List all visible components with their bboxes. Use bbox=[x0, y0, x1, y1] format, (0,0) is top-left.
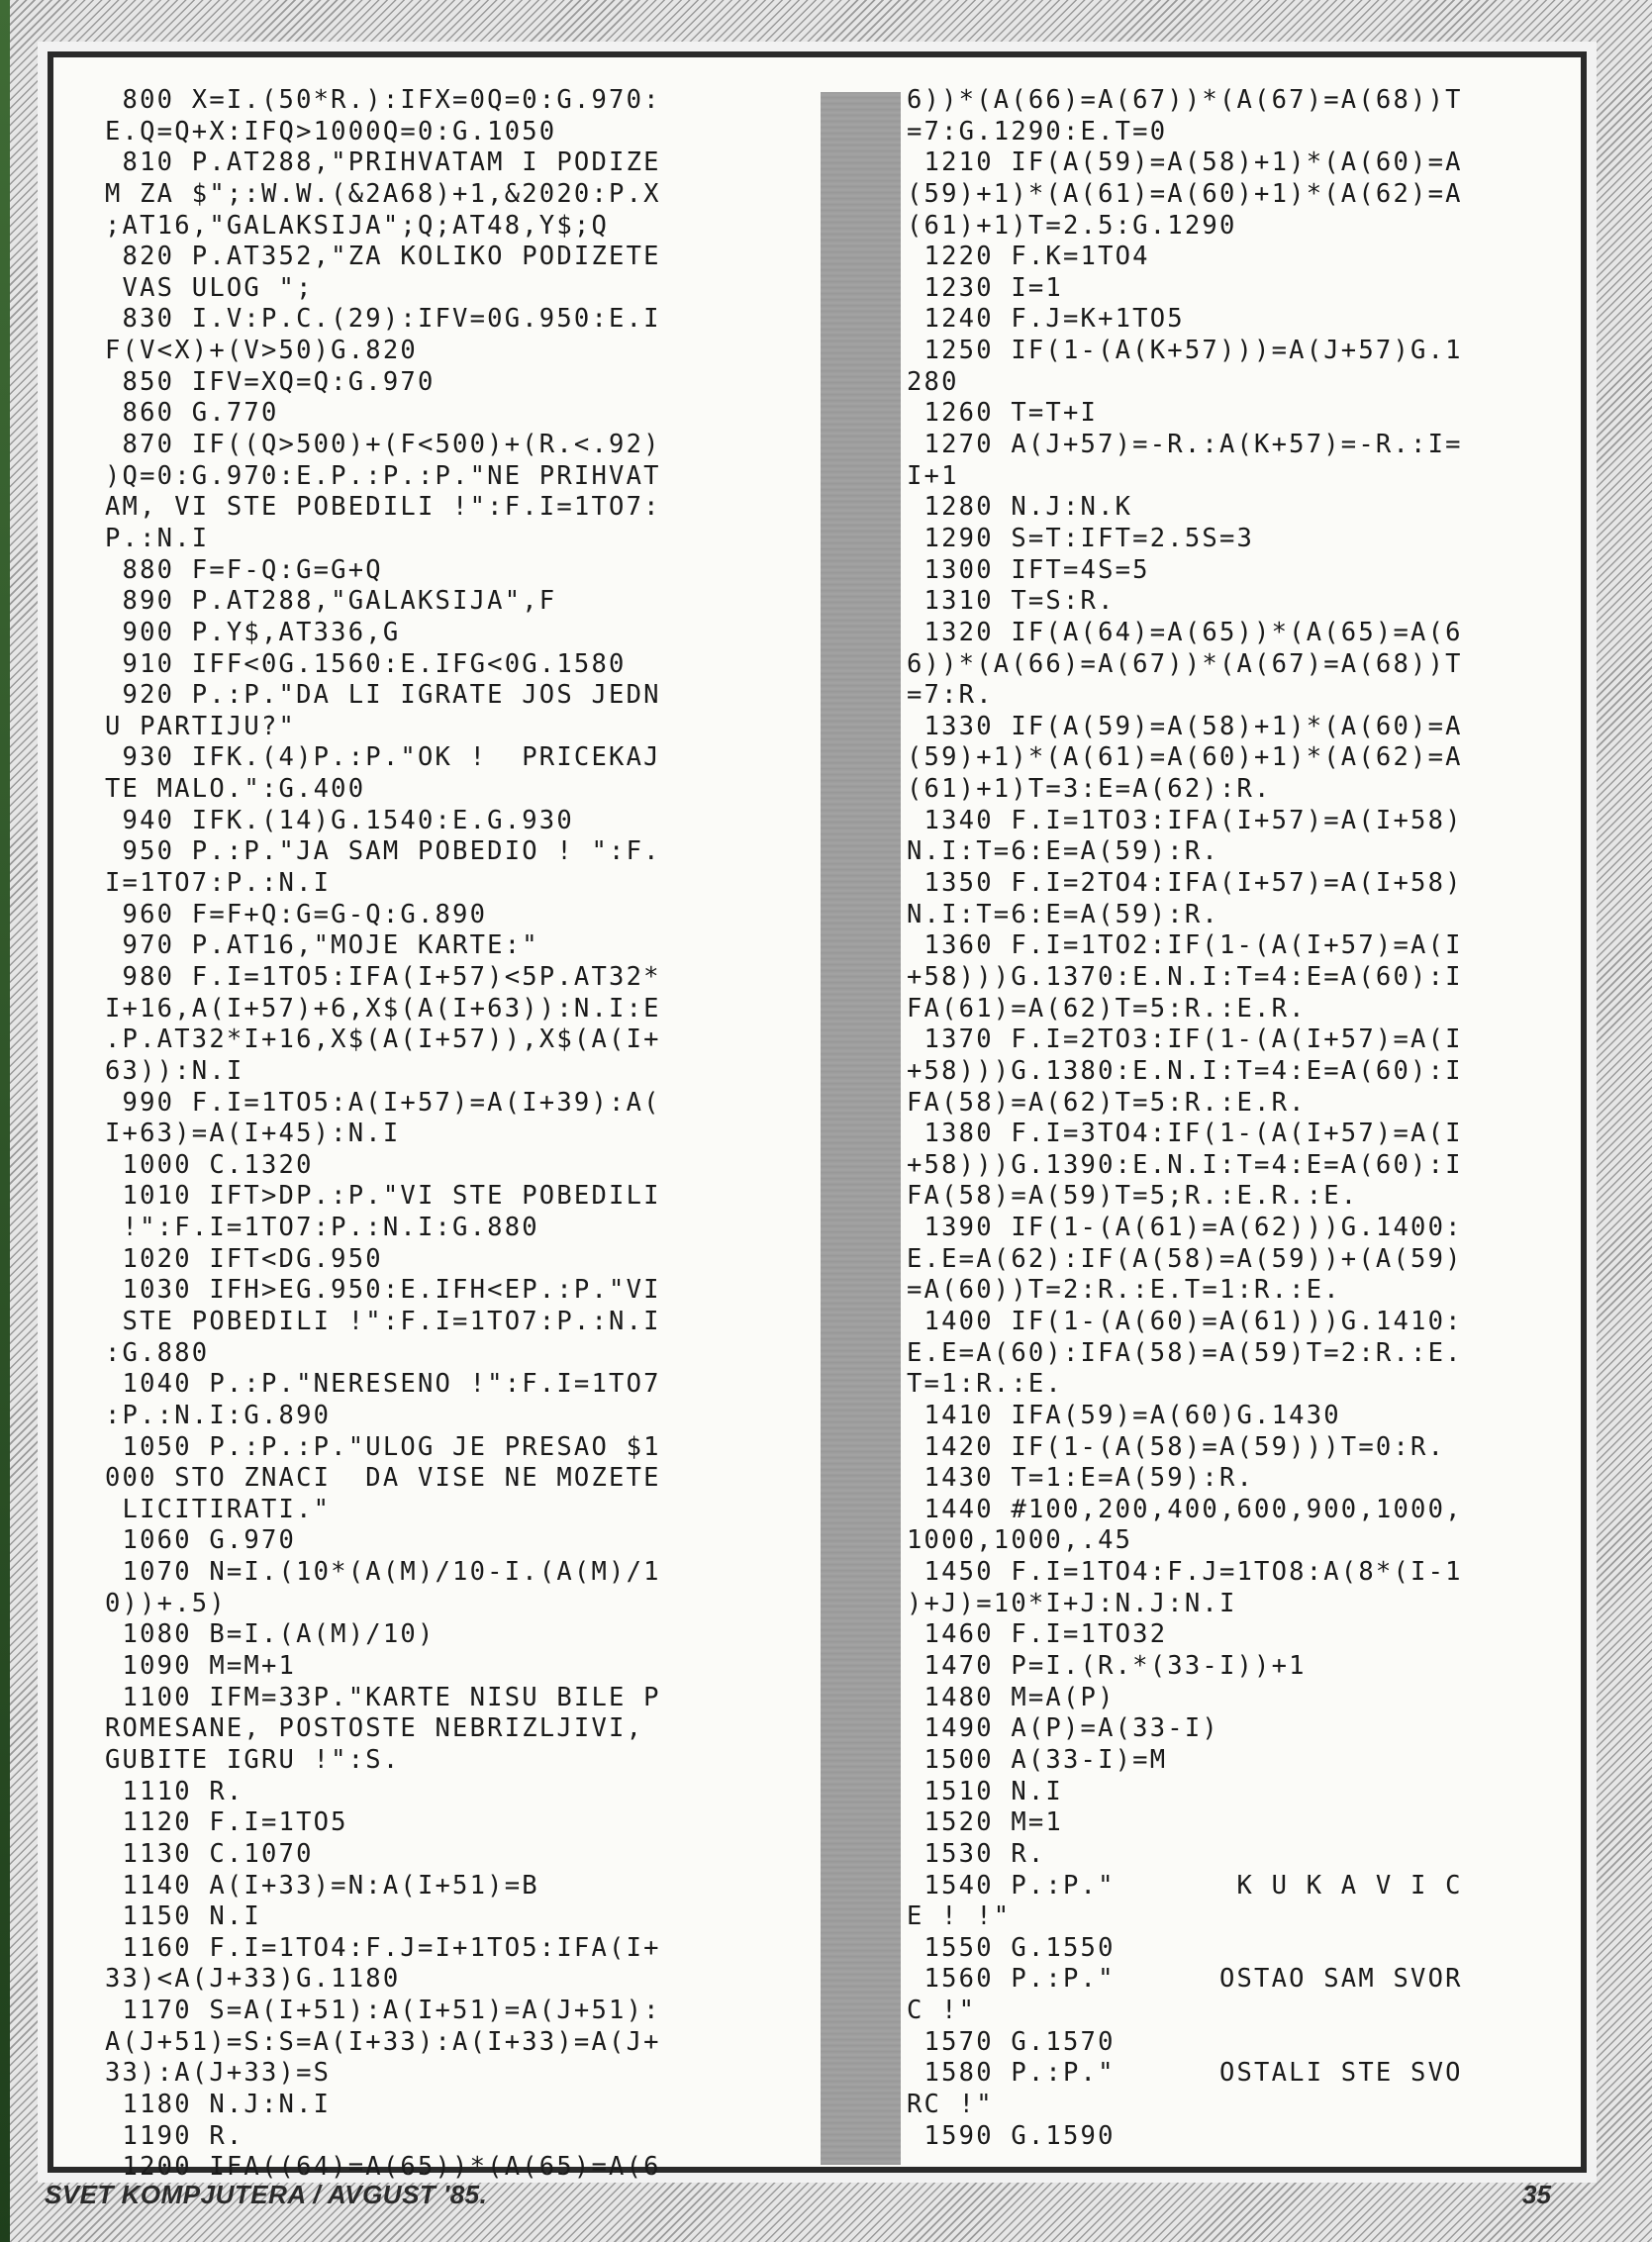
code-line: N.I:T=6:E=A(59):R. bbox=[907, 836, 1219, 867]
code-line: 1570 G.1570 bbox=[907, 2026, 1116, 2057]
code-line: :G.880 bbox=[105, 1337, 210, 1368]
code-line: 870 IF((Q>500)+(F<500)+(R.<.92) bbox=[105, 430, 661, 460]
code-line: 1050 P.:P.:P."ULOG JE PRESAO $1 bbox=[105, 1431, 661, 1462]
code-line: FA(58)=A(62)T=5:R.:E.R. bbox=[907, 1087, 1307, 1118]
code-line: 0))+.5) bbox=[105, 1588, 227, 1618]
code-line: 1130 C.1070 bbox=[105, 1838, 314, 1869]
code-line: 1040 P.:P."NERESENO !":F.I=1TO7 bbox=[105, 1369, 661, 1400]
code-line: 1590 G.1590 bbox=[907, 2120, 1116, 2151]
code-line: AM, VI STE POBEDILI !":F.I=1TO7: bbox=[105, 492, 661, 523]
code-line: 33):A(J+33)=S bbox=[105, 2058, 332, 2089]
code-line: )+J)=10*I+J:N.J:N.I bbox=[907, 1588, 1237, 1618]
code-line: 1580 P.:P." OSTALI STE SVO bbox=[907, 2058, 1463, 2089]
code-line: +58)))G.1380:E.N.I:T=4:E=A(60):I bbox=[907, 1055, 1463, 1086]
code-line: 33)<A(J+33)G.1180 bbox=[105, 1964, 401, 1995]
code-line: 900 P.Y$,AT336,G bbox=[105, 617, 401, 647]
code-line: I+16,A(I+57)+6,X$(A(I+63)):N.I:E bbox=[105, 993, 661, 1024]
code-line: 830 I.V:P.C.(29):IFV=0G.950:E.I bbox=[105, 304, 661, 335]
code-line: 1140 A(I+33)=N:A(I+51)=B bbox=[105, 1870, 539, 1901]
code-line: F(V<X)+(V>50)G.820 bbox=[105, 336, 418, 366]
code-line: (61)+1)T=3:E=A(62):R. bbox=[907, 774, 1272, 805]
code-line: 1150 N.I bbox=[105, 1901, 261, 1932]
code-line: (59)+1)*(A(61)=A(60)+1)*(A(62)=A bbox=[907, 178, 1463, 209]
code-line: 1540 P.:P." K U K A V I C bbox=[907, 1870, 1463, 1901]
code-line: 000 STO ZNACI DA VISE NE MOZETE bbox=[105, 1463, 661, 1494]
code-line: 890 P.AT288,"GALAKSIJA",F bbox=[105, 586, 557, 617]
code-line: 850 IFV=XQ=Q:G.970 bbox=[105, 366, 436, 397]
code-line: 800 X=I.(50*R.):IFX=0Q=0:G.970: bbox=[105, 85, 661, 115]
code-line: 1350 F.I=2TO4:IFA(I+57)=A(I+58) bbox=[907, 868, 1463, 899]
code-line: 1320 IF(A(64)=A(65))*(A(65)=A(6 bbox=[907, 617, 1463, 647]
listing-column-right bbox=[907, 85, 1600, 2152]
code-line: 1110 R. bbox=[105, 1776, 244, 1806]
code-line: 6))*(A(66)=A(67))*(A(67)=A(68))T bbox=[907, 648, 1463, 679]
code-line: 1330 IF(A(59)=A(58)+1)*(A(60)=A bbox=[907, 711, 1463, 741]
code-line: 1250 IF(1-(A(K+57)))=A(J+57)G.1 bbox=[907, 336, 1463, 366]
code-line: I=1TO7:P.:N.I bbox=[105, 868, 332, 899]
code-line: 1490 A(P)=A(33-I) bbox=[907, 1713, 1219, 1744]
code-line: ROMESANE, POSTOSTE NEBRIZLJIVI, bbox=[105, 1713, 644, 1744]
code-line: 970 P.AT16,"MOJE KARTE:" bbox=[105, 930, 539, 961]
code-line: 1310 T=S:R. bbox=[907, 586, 1116, 617]
code-line: I+63)=A(I+45):N.I bbox=[105, 1119, 401, 1149]
code-line: VAS ULOG "; bbox=[105, 272, 314, 303]
code-line: 1360 F.I=1TO2:IF(1-(A(I+57)=A(I bbox=[907, 930, 1463, 961]
code-line: 1100 IFM=33P."KARTE NISU BILE P bbox=[105, 1682, 661, 1712]
code-line: 1270 A(J+57)=-R.:A(K+57)=-R.:I= bbox=[907, 430, 1463, 460]
code-line: E.E=A(60):IFA(58)=A(59)T=2:R.:E. bbox=[907, 1337, 1463, 1368]
code-line: .P.AT32*I+16,X$(A(I+57)),X$(A(I+ bbox=[105, 1024, 661, 1055]
program-listing-sheet bbox=[48, 51, 1587, 2183]
code-line: 1200 IFA((64)=A(65))*(A(65)=A(6 bbox=[105, 2152, 661, 2183]
code-line: +58)))G.1390:E.N.I:T=4:E=A(60):I bbox=[907, 1149, 1463, 1180]
code-line: GUBITE IGRU !":S. bbox=[105, 1744, 401, 1775]
code-line: 1160 F.I=1TO4:F.J=I+1TO5:IFA(I+ bbox=[105, 1932, 661, 1963]
code-line: =7:G.1290:E.T=0 bbox=[907, 116, 1168, 146]
code-line: A(J+51)=S:S=A(I+33):A(I+33)=A(J+ bbox=[105, 2026, 661, 2057]
code-line: 1430 T=1:E=A(59):R. bbox=[907, 1463, 1255, 1494]
code-line: 1000 C.1320 bbox=[105, 1149, 314, 1180]
footer-page-number: 35 bbox=[1522, 2180, 1551, 2209]
code-line: (59)+1)*(A(61)=A(60)+1)*(A(62)=A bbox=[907, 742, 1463, 773]
code-line: =7:R. bbox=[907, 680, 994, 711]
code-line: 6))*(A(66)=A(67))*(A(67)=A(68))T bbox=[907, 85, 1463, 115]
code-line: 1210 IF(A(59)=A(58)+1)*(A(60)=A bbox=[907, 147, 1463, 178]
code-line: 1000,1000,.45 bbox=[907, 1525, 1133, 1556]
code-line: 1230 I=1 bbox=[907, 272, 1063, 303]
code-line: P.:N.I bbox=[105, 523, 210, 553]
code-line: 1260 T=T+I bbox=[907, 398, 1099, 429]
code-line: 1010 IFT>DP.:P."VI STE POBEDILI bbox=[105, 1181, 661, 1212]
code-line: 1530 R. bbox=[907, 1838, 1046, 1869]
code-line: 1300 IFT=4S=5 bbox=[907, 554, 1150, 585]
code-line: N.I:T=6:E=A(59):R. bbox=[907, 899, 1219, 929]
code-line: RC !" bbox=[907, 2090, 994, 2119]
code-line: 1410 IFA(59)=A(60)G.1430 bbox=[907, 1400, 1341, 1430]
code-line: 1190 R. bbox=[105, 2120, 244, 2151]
code-line: 1370 F.I=2TO3:IF(1-(A(I+57)=A(I bbox=[907, 1024, 1463, 1055]
code-line: (61)+1)T=2.5:G.1290 bbox=[907, 210, 1237, 241]
code-line: 880 F=F-Q:G=G+Q bbox=[105, 554, 383, 585]
code-line: E.Q=Q+X:IFQ>1000Q=0:G.1050 bbox=[105, 116, 557, 146]
code-line: 910 IFF<0G.1560:E.IFG<0G.1580 bbox=[105, 648, 627, 679]
code-line: M ZA $";:W.W.(&2A68)+1,&2020:P.X bbox=[105, 178, 661, 209]
code-line: U PARTIJU?" bbox=[105, 711, 297, 741]
code-line: 980 F.I=1TO5:IFA(I+57)<5P.AT32* bbox=[105, 961, 661, 992]
code-line: 1440 #100,200,400,600,900,1000, bbox=[907, 1494, 1463, 1524]
code-line: :P.:N.I:G.890 bbox=[105, 1400, 332, 1430]
code-line: 1240 F.J=K+1TO5 bbox=[907, 304, 1185, 335]
code-line: 1510 N.I bbox=[907, 1776, 1063, 1806]
code-line: E ! !" bbox=[907, 1901, 1012, 1932]
code-line: 920 P.:P."DA LI IGRATE JOS JEDN bbox=[105, 680, 661, 711]
code-line: FA(61)=A(62)T=5:R.:E.R. bbox=[907, 993, 1307, 1024]
code-line: C !" bbox=[907, 1996, 977, 2026]
code-line: +58)))G.1370:E.N.I:T=4:E=A(60):I bbox=[907, 961, 1463, 992]
column-gutter bbox=[821, 92, 901, 2165]
code-line: 1070 N=I.(10*(A(M)/10-I.(A(M)/1 bbox=[105, 1557, 661, 1588]
code-line: =A(60))T=2:R.:E.T=1:R.:E. bbox=[907, 1275, 1341, 1306]
code-line: 280 bbox=[907, 366, 959, 397]
code-line: !":F.I=1TO7:P.:N.I:G.880 bbox=[105, 1213, 539, 1243]
code-line: 1170 S=A(I+51):A(I+51)=A(J+51): bbox=[105, 1996, 661, 2026]
code-line: 860 G.770 bbox=[105, 398, 279, 429]
code-line: 1080 B=I.(A(M)/10) bbox=[105, 1619, 436, 1650]
code-line: 1450 F.I=1TO4:F.J=1TO8:A(8*(I-1 bbox=[907, 1557, 1463, 1588]
code-line: 1520 M=1 bbox=[907, 1807, 1063, 1838]
code-line: 1420 IF(1-(A(58)=A(59)))T=0:R. bbox=[907, 1431, 1446, 1462]
code-line: 990 F.I=1TO5:A(I+57)=A(I+39):A( bbox=[105, 1087, 661, 1118]
code-line: 1060 G.970 bbox=[105, 1525, 297, 1556]
code-line: 820 P.AT352,"ZA KOLIKO PODIZETE bbox=[105, 242, 661, 272]
code-line: 1550 G.1550 bbox=[907, 1932, 1116, 1963]
code-line: 810 P.AT288,"PRIHVATAM I PODIZE bbox=[105, 147, 661, 178]
code-line: FA(58)=A(59)T=5;R.:E.R.:E. bbox=[907, 1181, 1359, 1212]
code-line: 1120 F.I=1TO5 bbox=[105, 1807, 348, 1838]
code-line: TE MALO.":G.400 bbox=[105, 774, 366, 805]
code-line: 1020 IFT<DG.950 bbox=[105, 1243, 383, 1274]
code-line: 960 F=F+Q:G=G-Q:G.890 bbox=[105, 899, 488, 929]
code-line: 1480 M=A(P) bbox=[907, 1682, 1116, 1712]
code-line: 1290 S=T:IFT=2.5S=3 bbox=[907, 523, 1255, 553]
code-line: 1400 IF(1-(A(60)=A(61)))G.1410: bbox=[907, 1306, 1463, 1336]
code-line: 1390 IF(1-(A(61)=A(62)))G.1400: bbox=[907, 1213, 1463, 1243]
code-line: 1030 IFH>EG.950:E.IFH<EP.:P."VI bbox=[105, 1275, 661, 1306]
code-line: 1470 P=I.(R.*(33-I))+1 bbox=[907, 1651, 1307, 1682]
code-line: 1340 F.I=1TO3:IFA(I+57)=A(I+58) bbox=[907, 805, 1463, 835]
code-line: 1460 F.I=1TO32 bbox=[907, 1619, 1168, 1650]
code-line: T=1:R.:E. bbox=[907, 1369, 1063, 1400]
code-line: 1280 N.J:N.K bbox=[907, 492, 1133, 523]
code-line: 63)):N.I bbox=[105, 1055, 244, 1086]
code-line: I+1 bbox=[907, 460, 959, 491]
code-line: )Q=0:G.970:E.P.:P.:P."NE PRIHVAT bbox=[105, 460, 661, 491]
code-line: 1380 F.I=3TO4:IF(1-(A(I+57)=A(I bbox=[907, 1119, 1463, 1149]
listing-column-left bbox=[105, 85, 798, 2184]
code-line: 1220 F.K=1TO4 bbox=[907, 242, 1150, 272]
page-edge-binding bbox=[0, 0, 10, 2242]
code-line: ;AT16,"GALAKSIJA";Q;AT48,Y$;Q bbox=[105, 210, 610, 241]
code-line: STE POBEDILI !":F.I=1TO7:P.:N.I bbox=[105, 1306, 661, 1336]
code-line: 1560 P.:P." OSTAO SAM SVOR bbox=[907, 1964, 1463, 1995]
code-line: E.E=A(62):IF(A(58)=A(59))+(A(59) bbox=[907, 1243, 1463, 1274]
code-line: LICITIRATI." bbox=[105, 1494, 332, 1524]
code-line: 1090 M=M+1 bbox=[105, 1651, 297, 1682]
code-line: 940 IFK.(14)G.1540:E.G.930 bbox=[105, 805, 574, 835]
code-line: 950 P.:P."JA SAM POBEDIO ! ":F. bbox=[105, 836, 661, 867]
footer-magazine-title: SVET KOMPJUTERA / AVGUST '85. bbox=[45, 2180, 488, 2209]
code-line: 1180 N.J:N.I bbox=[105, 2090, 332, 2119]
code-line: 1500 A(33-I)=M bbox=[907, 1744, 1168, 1775]
code-line: 930 IFK.(4)P.:P."OK ! PRICEKAJ bbox=[105, 742, 661, 773]
